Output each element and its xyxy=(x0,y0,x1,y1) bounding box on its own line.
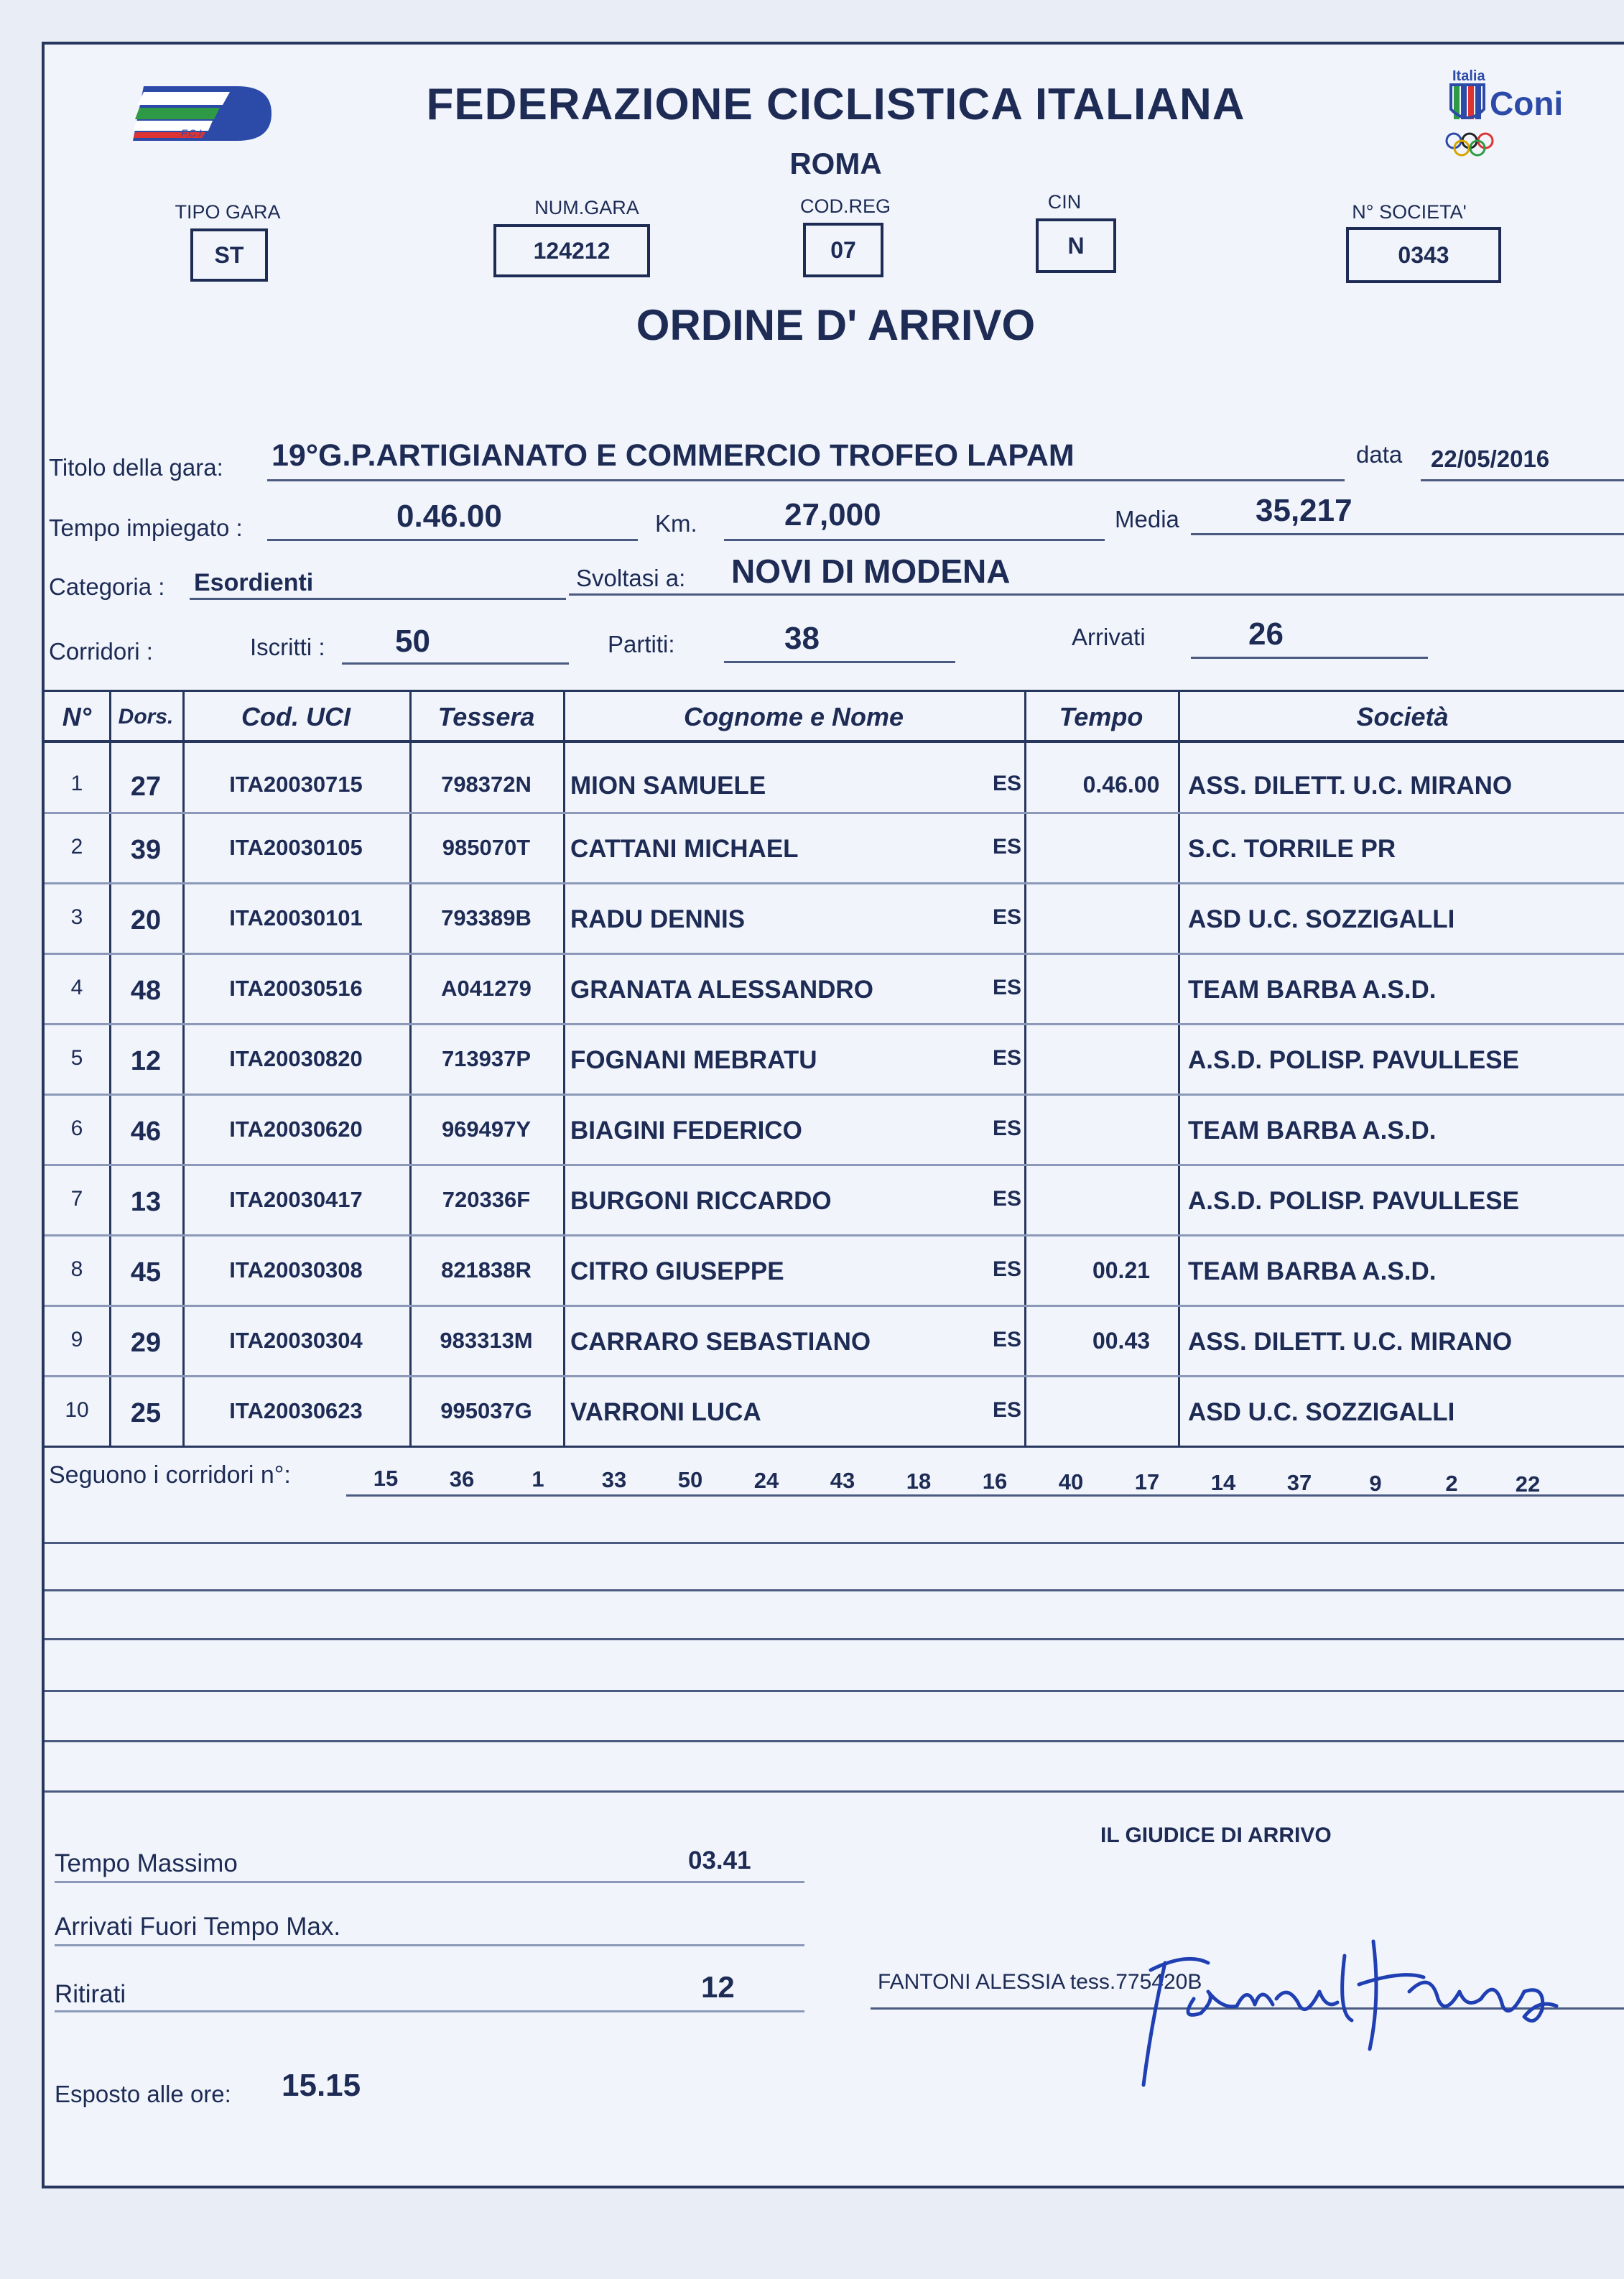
row-divider xyxy=(45,1375,1624,1377)
cell-nome: CARRARO SEBASTIANO xyxy=(570,1328,871,1356)
svoltasi-label: Svoltasi a: xyxy=(576,565,686,591)
cell-societa: A.S.D. POLISP. PAVULLESE xyxy=(1188,1046,1519,1074)
cell-dors: 27 xyxy=(130,772,162,802)
cell-n: 6 xyxy=(70,1117,83,1140)
seguono-number: 1 xyxy=(532,1466,544,1492)
fci-logo-text: F.C.I. xyxy=(181,127,205,139)
cell-cat: ES xyxy=(993,1117,1022,1140)
seguono-number: 2 xyxy=(1445,1471,1458,1496)
col-divider xyxy=(563,691,565,1447)
titolo-value: 19°G.P.ARTIGIANATO E COMMERCIO TROFEO LAPAM xyxy=(272,438,1075,473)
seguono-number: 24 xyxy=(753,1468,779,1493)
cell-n: 10 xyxy=(65,1398,89,1422)
cin-value: N xyxy=(1036,218,1116,273)
ruled-line xyxy=(45,1690,1624,1692)
ruled-line xyxy=(45,1638,1624,1640)
svg-text:Italia: Italia xyxy=(1452,68,1485,84)
cell-nome: FOGNANI MEBRATU xyxy=(570,1046,817,1074)
cell-tessera: 720336F xyxy=(442,1187,531,1212)
corridori-label: Corridori : xyxy=(49,638,153,665)
judge-signature xyxy=(1122,1884,1567,2099)
titolo-label: Titolo della gara: xyxy=(49,454,223,481)
cell-societa: ASS. DILETT. U.C. MIRANO xyxy=(1188,1328,1513,1356)
km-label: Km. xyxy=(655,510,697,537)
cell-societa: A.S.D. POLISP. PAVULLESE xyxy=(1188,1187,1519,1215)
table-bottom-border xyxy=(45,1446,1624,1448)
cell-dors: 13 xyxy=(130,1187,162,1217)
cell-dors: 25 xyxy=(130,1398,162,1428)
cell-nome: RADU DENNIS xyxy=(570,905,746,933)
th-tempo: Tempo xyxy=(1059,702,1143,731)
cell-societa: ASD U.C. SOZZIGALLI xyxy=(1188,1398,1455,1426)
cell-nome: BURGONI RICCARDO xyxy=(570,1187,832,1215)
tempo-massimo-line xyxy=(55,1881,804,1883)
th-tessera: Tessera xyxy=(437,702,535,731)
row-divider xyxy=(45,882,1624,884)
cell-cat: ES xyxy=(993,1046,1022,1070)
cell-nome: MION SAMUELE xyxy=(570,772,766,800)
ruled-line xyxy=(45,1790,1624,1793)
cell-cat: ES xyxy=(993,1187,1022,1211)
partiti-line xyxy=(724,616,955,663)
th-uci: Cod. UCI xyxy=(241,702,351,731)
cell-tessera: 995037G xyxy=(440,1398,532,1423)
seguono-number: 22 xyxy=(1515,1471,1541,1497)
cell-tempo: 00.43 xyxy=(1092,1328,1151,1354)
cell-n: 9 xyxy=(70,1328,83,1351)
cod-reg-label: COD.REG xyxy=(799,195,891,217)
seguono-number: 15 xyxy=(373,1466,399,1491)
seguono-number: 43 xyxy=(830,1468,855,1493)
federation-title: FEDERAZIONE CICLISTICA ITALIANA xyxy=(426,80,1245,129)
societa-label: N° SOCIETA' xyxy=(1352,201,1467,223)
svg-text:Coni: Coni xyxy=(1490,85,1564,122)
cell-societa: TEAM BARBA A.S.D. xyxy=(1188,1257,1437,1285)
cell-dors: 29 xyxy=(130,1328,162,1358)
cell-nome: VARRONI LUCA xyxy=(570,1398,761,1426)
arrival-order-sheet xyxy=(42,42,1624,2188)
cell-cat: ES xyxy=(993,1398,1022,1422)
seguono-number: 18 xyxy=(906,1469,932,1494)
th-societa: Società xyxy=(1356,702,1449,731)
cell-uci: ITA20030101 xyxy=(229,905,363,930)
tempo-label: Tempo impiegato : xyxy=(49,514,243,541)
cell-dors: 39 xyxy=(130,835,162,865)
row-divider xyxy=(45,812,1624,814)
ruled-line xyxy=(45,1589,1624,1591)
cell-dors: 20 xyxy=(130,905,162,935)
cell-uci: ITA20030516 xyxy=(229,976,363,1001)
ruled-line xyxy=(45,1542,1624,1544)
cell-societa: ASD U.C. SOZZIGALLI xyxy=(1188,905,1455,933)
iscritti-value: 50 xyxy=(395,624,430,659)
col-divider xyxy=(1178,691,1180,1447)
cell-uci: ITA20030820 xyxy=(229,1046,363,1071)
seguono-number: 9 xyxy=(1369,1471,1382,1496)
cell-tessera: 985070T xyxy=(442,835,531,860)
tempo-value: 0.46.00 xyxy=(396,499,502,534)
data-label: data xyxy=(1356,441,1403,468)
th-dors: Dors. xyxy=(118,705,174,729)
ruled-line xyxy=(45,1740,1624,1742)
federation-city: ROMA xyxy=(789,147,882,180)
num-gara-value: 124212 xyxy=(493,224,650,277)
seguono-number: 36 xyxy=(449,1466,475,1492)
cell-nome: GRANATA ALESSANDRO xyxy=(570,976,873,1004)
coni-logo xyxy=(1409,66,1582,167)
ritirati-line xyxy=(55,2010,804,2012)
giudice-label: IL GIUDICE DI ARRIVO xyxy=(1100,1823,1332,1847)
svoltasi-line xyxy=(569,547,1624,596)
cell-n: 5 xyxy=(70,1046,83,1070)
seguono-number: 50 xyxy=(677,1467,703,1492)
cell-uci: ITA20030304 xyxy=(229,1328,363,1353)
societa-value: 0343 xyxy=(1346,227,1501,283)
cell-n: 1 xyxy=(70,772,83,795)
cell-tessera: 983313M xyxy=(440,1328,533,1353)
seguono-number: 14 xyxy=(1210,1470,1236,1495)
cell-dors: 46 xyxy=(130,1117,162,1147)
arrivati-line xyxy=(1191,612,1428,659)
cell-n: 2 xyxy=(70,835,83,859)
media-label: Media xyxy=(1115,506,1179,532)
esposto-value: 15.15 xyxy=(282,2068,361,2103)
seguono-number: 37 xyxy=(1286,1470,1312,1495)
cell-societa: S.C. TORRILE PR xyxy=(1188,835,1396,863)
cell-cat: ES xyxy=(993,1328,1022,1351)
cell-cat: ES xyxy=(993,1257,1022,1281)
cell-tempo: 0.46.00 xyxy=(1082,772,1160,798)
cod-reg-value: 07 xyxy=(803,223,883,277)
data-value: 22/05/2016 xyxy=(1431,445,1550,472)
categoria-value: Esordienti xyxy=(194,569,314,596)
row-divider xyxy=(45,1305,1624,1307)
iscritti-label: Iscritti : xyxy=(250,634,325,660)
row-divider xyxy=(45,953,1624,955)
km-value: 27,000 xyxy=(784,497,881,532)
fuori-tempo-line xyxy=(55,1944,804,1946)
media-value: 35,217 xyxy=(1256,493,1352,528)
seguono-number: 17 xyxy=(1134,1469,1160,1494)
cell-nome: CATTANI MICHAEL xyxy=(570,835,799,863)
seguono-label: Seguono i corridori n°: xyxy=(49,1461,291,1489)
cell-tessera: 713937P xyxy=(441,1046,532,1071)
cell-tempo: 00.21 xyxy=(1092,1257,1151,1283)
cell-tessera: 798372N xyxy=(441,772,532,797)
cell-dors: 12 xyxy=(130,1046,162,1076)
iscritti-line xyxy=(342,618,569,665)
num-gara-label: NUM.GARA xyxy=(534,197,639,218)
tempo-massimo-label: Tempo Massimo xyxy=(55,1849,238,1877)
cell-cat: ES xyxy=(993,905,1022,929)
row-divider xyxy=(45,1094,1624,1096)
cell-cat: ES xyxy=(993,835,1022,859)
row-divider xyxy=(45,1164,1624,1166)
tipo-gara-value: ST xyxy=(190,228,268,282)
seguono-number: 40 xyxy=(1058,1469,1084,1494)
col-divider xyxy=(1024,691,1026,1447)
partiti-label: Partiti: xyxy=(608,631,675,657)
cell-societa: TEAM BARBA A.S.D. xyxy=(1188,976,1437,1004)
cell-tessera: 969497Y xyxy=(441,1117,532,1142)
cell-uci: ITA20030715 xyxy=(229,772,363,797)
cell-n: 7 xyxy=(70,1187,83,1211)
doc-title: ORDINE D' ARRIVO xyxy=(636,301,1036,349)
arrivati-label: Arrivati xyxy=(1072,624,1146,650)
ritirati-value: 12 xyxy=(701,1970,735,2004)
cell-cat: ES xyxy=(993,772,1022,795)
arrivati-value: 26 xyxy=(1248,616,1284,652)
cell-n: 3 xyxy=(70,905,83,929)
cell-cat: ES xyxy=(993,976,1022,999)
seguono-number: 16 xyxy=(982,1469,1008,1494)
cell-n: 4 xyxy=(70,976,83,999)
esposto-label: Esposto alle ore: xyxy=(55,2081,231,2107)
cell-n: 8 xyxy=(70,1257,83,1281)
th-nome: Cognome e Nome xyxy=(683,702,904,731)
seguono-number: 33 xyxy=(601,1467,627,1492)
cell-uci: ITA20030620 xyxy=(229,1117,363,1142)
ritirati-label: Ritirati xyxy=(55,1980,126,2008)
cell-tessera: 821838R xyxy=(441,1257,532,1282)
th-n: N° xyxy=(62,702,92,731)
giudice-name: FANTONI ALESSIA tess.775420B xyxy=(878,1970,1202,1994)
row-divider xyxy=(45,1023,1624,1025)
cell-uci: ITA20030417 xyxy=(229,1187,363,1212)
cin-label: CIN xyxy=(1047,191,1082,213)
cell-societa: TEAM BARBA A.S.D. xyxy=(1188,1117,1437,1145)
partiti-value: 38 xyxy=(784,621,820,656)
cell-uci: ITA20030308 xyxy=(229,1257,363,1282)
cell-nome: CITRO GIUSEPPE xyxy=(570,1257,784,1285)
cell-tessera: A041279 xyxy=(441,976,532,1001)
fuori-tempo-label: Arrivati Fuori Tempo Max. xyxy=(55,1913,341,1941)
row-divider xyxy=(45,1234,1624,1236)
cell-societa: ASS. DILETT. U.C. MIRANO xyxy=(1188,772,1513,800)
cell-uci: ITA20030105 xyxy=(229,835,363,860)
cell-tessera: 793389B xyxy=(441,905,532,930)
cell-nome: BIAGINI FEDERICO xyxy=(570,1117,802,1145)
svoltasi-value: NOVI DI MODENA xyxy=(731,553,1011,590)
cell-uci: ITA20030623 xyxy=(229,1398,363,1423)
tempo-massimo-value: 03.41 xyxy=(688,1846,751,1874)
categoria-label: Categoria : xyxy=(49,573,165,600)
cell-dors: 48 xyxy=(130,976,162,1006)
cell-dors: 45 xyxy=(130,1257,162,1288)
km-line xyxy=(724,496,1105,541)
tipo-gara-label: TIPO GARA xyxy=(175,201,281,223)
